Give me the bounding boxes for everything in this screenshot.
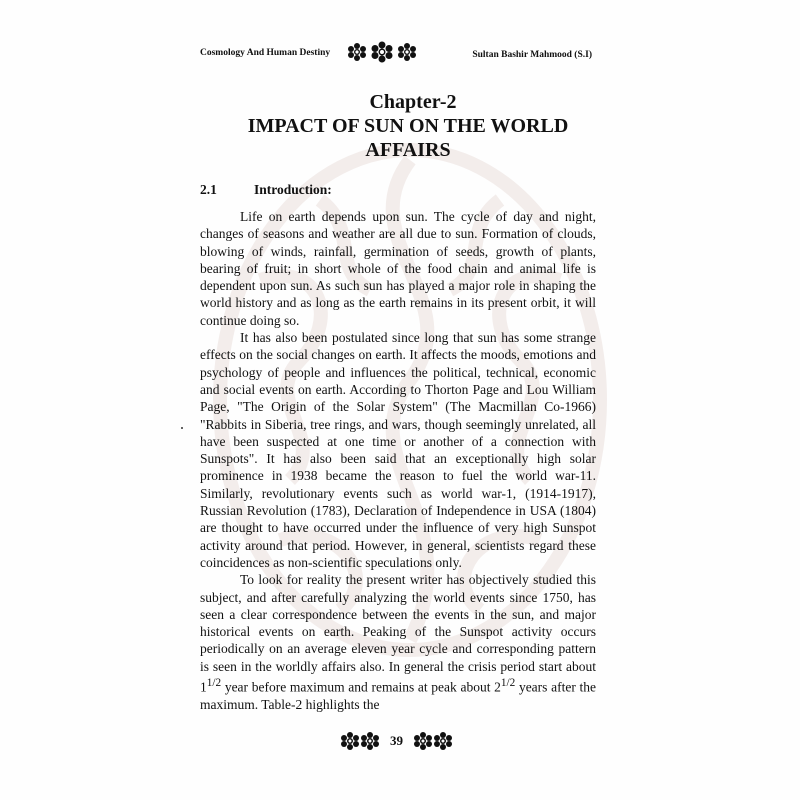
chapter-label: Chapter-2	[369, 91, 457, 113]
flower-ornament-icon	[396, 42, 418, 62]
flower-ornament-icon	[346, 42, 368, 62]
header-book-title: Cosmology And Human Destiny	[200, 48, 331, 58]
chapter-title-line-1: IMPACT OF SUN ON THE WORLD	[247, 115, 569, 137]
section-number: 2.1	[200, 182, 217, 197]
superscript-fraction: 1/2	[206, 677, 222, 690]
page-body	[200, 90, 596, 713]
chapter-title-line-2: AFFAIRS	[365, 139, 451, 161]
paragraph-3: To look for reality the present writer has objectively studied this subject, and after carefully analyzing the world events since 1750, has seen a clear correspondence between the events in the sun, and major historical events on earth. Peaking of the Sunspot activity occurs periodically on an average eleven year cycle and corresponding pattern is seen in the worldly affairs also. In general the crisis period start about $1^{1/2}$ year before maximum and remains at peak about $2^{1/2}$ years after the maximum. Table-2 highlights the	[200, 572, 596, 712]
header-author: Sultan Bashir Mahmood (S.I)	[472, 50, 592, 60]
section-title: Introduction:	[254, 182, 332, 197]
paragraph-1: Life on earth depends upon sun. The cycle of day and night, changes of seasons and weather are all due to sun. Formation of clouds, blowing of winds, rainfall, germination of seeds, growth of plants, bearing of fruit; in short whole of the food chain and animal life is dependent upon sun. As such sun has played a major role in shaping the world history and as long as the earth remains in its present orbit, it will continue doing so.	[200, 209, 596, 328]
paragraph-2: It has also been postulated since long that sun has some strange effects on the social changes on earth. It affects the moods, emotions and psychology of people and influences the political, technical, economic and social events on earth. According to Thorton Page and Lou William Page, "The Origin of the Solar System" (The Macmillan Co-1966) "Rabbits in Siberia, tree rings, and wars, though seemingly unrelated, all have been suspected at one time or another of a connection with Sunspots". It has also been said that an exceptionally high solar prominence in 1938 became the reason to fuel the world war-11. Similarly, revolutionary events such as world war-1, (1914-1917), Russian Revolution (1783), Declaration of Independence in USA (1804) are thought to have occurred under the influence of very high Sunspot activity around that period. However, in general, scientists regard these coincidences as non-scientific speculations only.	[200, 330, 596, 570]
superscript-fraction: 1/2	[500, 677, 516, 690]
section-heading	[200, 182, 596, 198]
flower-ornament-icon	[369, 40, 395, 64]
page-number: 39	[390, 733, 403, 748]
flower-ornament-icon	[413, 731, 453, 751]
print-speck	[181, 427, 183, 429]
page-footer	[340, 731, 453, 751]
running-header	[200, 40, 600, 66]
flower-ornament-icon	[340, 731, 380, 751]
header-ornament	[346, 40, 418, 64]
